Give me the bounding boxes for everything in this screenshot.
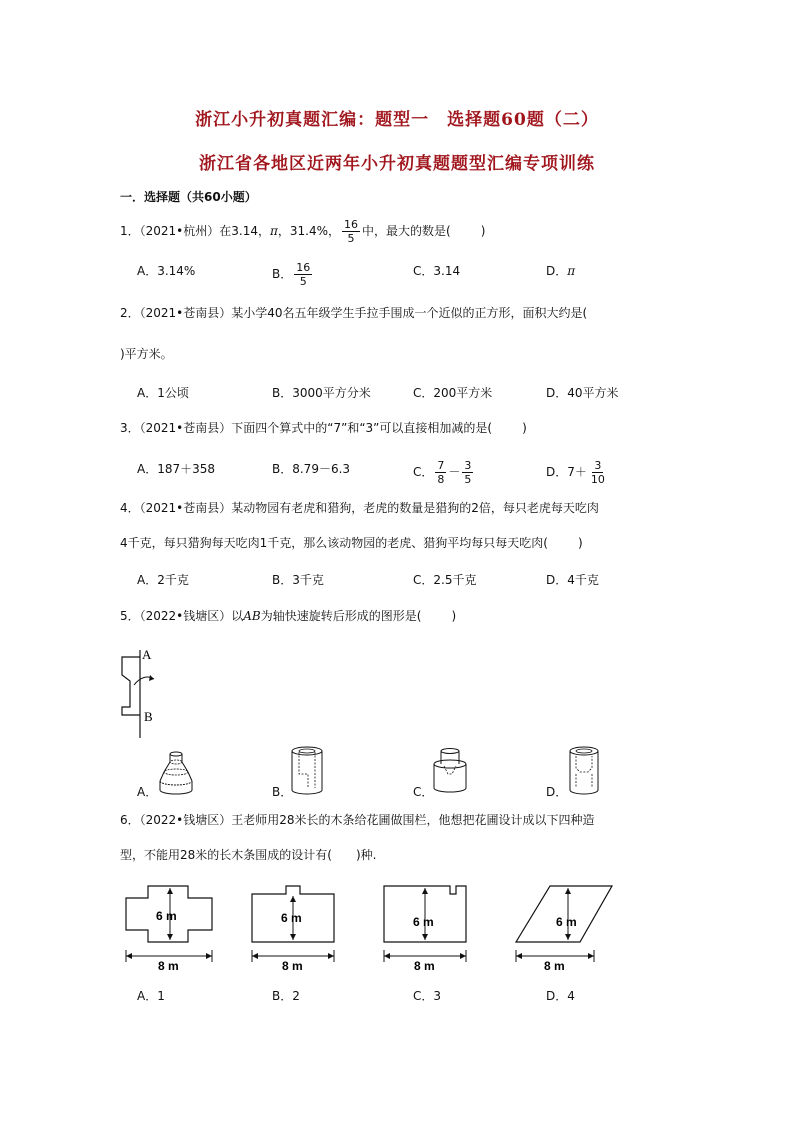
q2-option-c: C．200平方米 [413,386,493,400]
q6-shape-a-width: 8 m [158,959,179,972]
q5-solid-d-icon [566,744,602,798]
q4-option-c: C．2.5千克 [413,573,477,587]
q1-option-a: A．3.14% [137,264,196,278]
document-subtitle: 浙江省各地区近两年小升初真题题型汇编专项训练 [199,154,595,174]
q6-shape-notch [246,880,346,972]
question-3: 3．（2021•苍南县）下面四个算式中的“7”和“3”可以直接相加减的是( ) [120,421,527,435]
q2-option-b: B．3000平方分米 [272,386,371,400]
q6-shape-b-width: 8 m [282,959,303,972]
q1-option-b: B． $\frac{16}{5}$ [272,261,311,288]
fraction-16-5: $\frac{16}{5}$ [344,218,358,245]
q6-shape-a-height: 6 m [156,909,177,923]
q6-shape-c-height: 6 m [413,915,434,929]
q6-shape-c-width: 8 m [414,959,435,972]
q4-option-b: B．3千克 [272,573,324,587]
q1-option-d: D．π [546,264,576,278]
question-1: 1．（2021•杭州）在3.14，π，31.4%， $\frac{16}{5}$ 中，最大的数是( ) [120,218,486,245]
q6-shape-d-height: 6 m [556,915,577,929]
q5-option-c: C． [413,785,434,799]
question-4-line-2: 4千克，每只猎狗每天吃肉1千克，那么该动物园的老虎、猎狗平均每只每天吃肉( ) [120,536,583,550]
q5-option-a: A． [137,785,158,799]
q3-option-b: B．8.79－6.3 [272,462,351,476]
q6-option-a: A．1 [137,989,165,1003]
q6-option-d: D．4 [546,989,575,1003]
q4-option-a: A．2千克 [137,573,189,587]
q2-option-a: A．1公顷 [137,386,189,400]
q6-option-c: C．3 [413,989,442,1003]
q6-shape-cross [118,880,218,972]
question-2-line-2: )平方米。 [120,347,173,361]
q5-solid-b-icon [288,744,326,798]
q3-option-c: C． $\frac{7}{8}$ － $\frac{3}{5}$ [413,459,472,486]
question-2-line-1: 2．（2021•苍南县）某小学40名五年级学生手拉手围成一个近似的正方形，面积大约是( [120,306,588,320]
question-5: 5．（2022•钱塘区）以AB为轴快速旋转后形成的图形是( ) [120,609,457,623]
q3-option-d: D．7＋ $\frac{3}{10}$ [546,459,605,486]
q2-option-d: D．40平方米 [546,386,619,400]
q6-shape-b-height: 6 m [281,911,302,925]
q6-shape-parallelogram [508,880,618,972]
q1-option-c: C．3.14 [413,264,461,278]
pi-symbol: π [269,224,278,238]
question-6-line-1: 6．（2022•钱塘区）王老师用28米长的木条给花圃做围栏，他想把花圃设计成以下四种造 [120,813,595,827]
q6-option-b: B．2 [272,989,300,1003]
q6-shape-corner-notches [378,880,478,972]
q5-option-b: B． [272,785,293,799]
rotation-axis-figure [108,645,168,740]
question-4-line-1: 4．（2021•苍南县）某动物园有老虎和猎狗，老虎的数量是猎狗的2倍，每只老虎每天吃肉 [120,501,599,515]
q3-option-a: A．187＋358 [137,462,216,476]
document-title: 浙江小升初真题汇编：题型一 选择题60题（二） [195,110,599,130]
axis-label-a: A [142,647,152,662]
section-heading: 一．选择题（共60小题） [120,190,257,204]
q5-solid-c-icon [430,744,470,798]
q5-option-d: D． [546,785,568,799]
q4-option-d: D．4千克 [546,573,599,587]
question-6-line-2: 型，不能用28米的长木条围成的设计有( )种. [120,848,377,862]
q5-solid-a-icon [158,748,194,798]
q6-shape-d-width: 8 m [544,959,565,972]
axis-label-b: B [144,709,153,724]
